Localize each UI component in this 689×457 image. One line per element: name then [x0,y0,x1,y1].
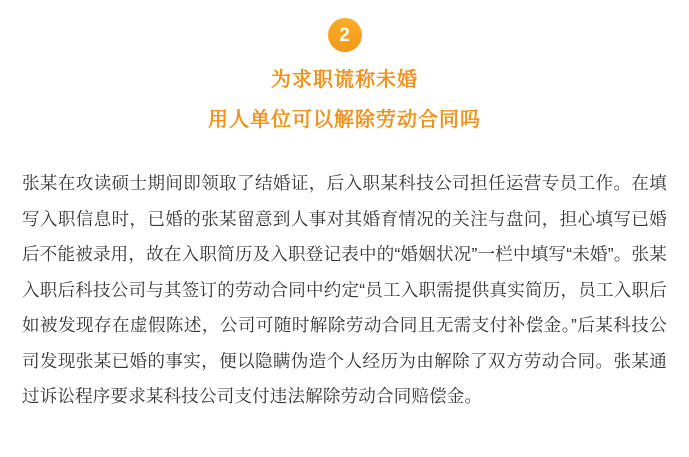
page-title [0,70,689,130]
page-title-line-1: 为求职谎称未婚 [271,69,418,91]
page-title-line-2: 用人单位可以解除劳动合同吗 [208,109,481,131]
section-number-wrap [0,0,689,52]
article-body-paragraph: 张某在攻读硕士期间即领取了结婚证，后入职某科技公司担任运营专员工作。在填写入职信息时，已婚的张某留意到人事对其婚育情况的关注与盘问，担心填写已婚后不能被录用，故在入职简历及入职登记表中的“婚姻状况”一栏中填写“未婚”。张某入职后科技公司与其签订的劳动合同中约定“员工入职需提供真实简历，员工入职后如被发现存在虚假陈述，公司可随时解除劳动合同且无需支付补偿金。”后某科技公司发现张某已婚的事实，便以隐瞒伪造个人经历为由解除了双方劳动合同。张某通过诉讼程序要求某科技公司支付违法解除劳动合同赔偿金。 [22,173,667,407]
section-number-badge: 2 [328,18,362,52]
